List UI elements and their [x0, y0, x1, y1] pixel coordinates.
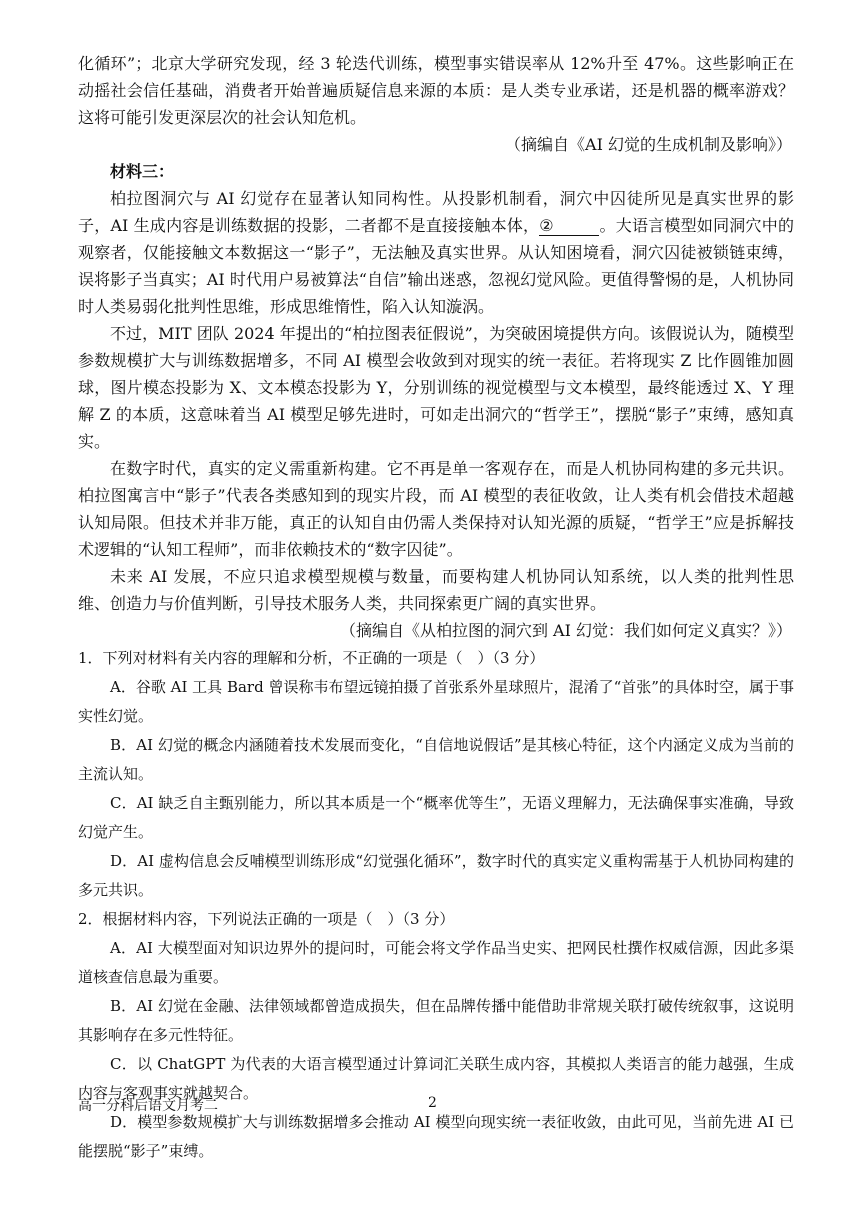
question-2-option-c: C．以 ChatGPT 为代表的大语言模型通过计算词汇关联生成内容，其模拟人类语言的能力越强，生成内容与客观事实就越契合。: [78, 1055, 794, 1102]
p1-after-blank: 。大语言模型如同洞穴中的观察者，仅能接触文本数据这一“影子”，无法触及真实世界。从认知困境看，洞穴囚徒被锁链束缚，误将影子当真实；AI 时代用户易被算法“自信”输出迷惑，忽视幻觉风险。更值得警惕的是，人机协同时人类易弱化批判性思维，形成思维惰性，陷入认知漩涡。: [78, 216, 794, 316]
material3-paragraph-4: 未来 AI 发展，不应只追求模型规模与数量，而要构建人机协同认知系统，以人类的批判性思维、创造力与价值判断，引导技术服务人类，共同探索更广阔的真实世界。: [78, 567, 794, 613]
material2-ending-paragraph: 化循环”；北京大学研究发现，经 3 轮迭代训练，模型事实错误率从 12%升至 47%。这些影响正在动摇社会信任基础，消费者开始普遍质疑信息来源的本质：是人类专业承诺，还是机器的概率游戏？这将可能引发更深层次的社会认知危机。: [78, 54, 794, 127]
page-content: [78, 50, 794, 1166]
material3-paragraph-2: 不过，MIT 团队 2024 年提出的“柏拉图表征假说”，为突破困境提供方向。该假说认为，随模型参数规模扩大与训练数据增多，不同 AI 模型会收敛到对现实的统一表征。若将现实 Z 比作圆锥加圆球，图片模态投影为 X、文本模态投影为 Y，分别训练的视觉模型与文本模型，最终能透过 X、Y 理解 Z 的本质，这意味着当 AI 模型足够先进时，可如走出洞穴的“哲学王”，摆脱“影子”束缚，感知真实。: [78, 324, 794, 451]
question-2-stem: 2．根据材料内容，下列说法正确的一项是（ ）（3 分）: [78, 910, 455, 928]
footer-page-number: 2: [428, 1095, 437, 1111]
question-1-option-d: D．AI 虚构信息会反哺模型训练形成“幻觉强化循环”，数字时代的真实定义重构需基于人机协同构建的多元共识。: [78, 852, 794, 899]
question-1-stem: 1．下列对材料有关内容的理解和分析，不正确的一项是（ ）（3 分）: [78, 649, 545, 667]
question-2-option-b: B．AI 幻觉在金融、法律领域都曾造成损失，但在品牌传播中能借助非常规关联打破传统叙事，这说明其影响存在多元性特征。: [78, 997, 794, 1044]
material3-paragraph-1: [78, 185, 794, 320]
question-2: [78, 905, 794, 1166]
question-1-option-a: A．谷歌 AI 工具 Bard 曾误称韦布望远镜拍摄了首张系外星球照片，混淆了“首张”的具体时空，属于事实性幻觉。: [78, 678, 794, 725]
material3-paragraph-3: 在数字时代，真实的定义需重新构建。它不再是单一客观存在，而是人机协同构建的多元共识。柏拉图寓言中“影子”代表各类感知到的现实片段，而 AI 模型的表征收敛，让人类有机会借技术超越认知局限。但技术并非万能，真正的认知自由仍需人类保持对认知光源的质疑，“哲学王”应是拆解技术逻辑的“认知工程师”，而非依赖技术的“数字囚徒”。: [78, 459, 794, 559]
question-1-option-b: B．AI 幻觉的概念内涵随着技术发展而变化，“自信地说假话”是其核心特征，这个内涵定义成为当前的主流认知。: [78, 736, 794, 783]
fill-in-blank-2: ②: [539, 217, 599, 236]
question-2-option-a: A．AI 大模型面对知识边界外的提问时，可能会将文学作品当史实、把网民杜撰作权威信源，因此多渠道核查信息最为重要。: [78, 939, 794, 986]
footer-exam-name: 高一分科后语文月考二: [78, 1098, 218, 1114]
question-2-option-d: D．模型参数规模扩大与训练数据增多会推动 AI 模型向现实统一表征收敛，由此可见，当前先进 AI 已能摆脱“影子”束缚。: [78, 1113, 794, 1160]
material3-source: （摘编自《从柏拉图的洞穴到 AI 幻觉：我们如何定义真实？》）: [339, 621, 792, 640]
p1-before-blank: 柏拉图洞穴与 AI 幻觉存在显著认知同构性。从投影机制看，洞穴中囚徒所见是真实世界的影子，AI 生成内容是训练数据的投影，二者都不是直接接触本体，: [78, 189, 794, 235]
question-1: [78, 644, 794, 905]
material2-source: （摘编自《AI 幻觉的生成机制及影响》）: [505, 135, 792, 154]
material3-heading: 材料三：: [110, 162, 175, 181]
question-1-option-c: C．AI 缺乏自主甄别能力，所以其本质是一个“概率优等生”，无语义理解力，无法确保事实准确，导致幻觉产生。: [78, 794, 794, 841]
